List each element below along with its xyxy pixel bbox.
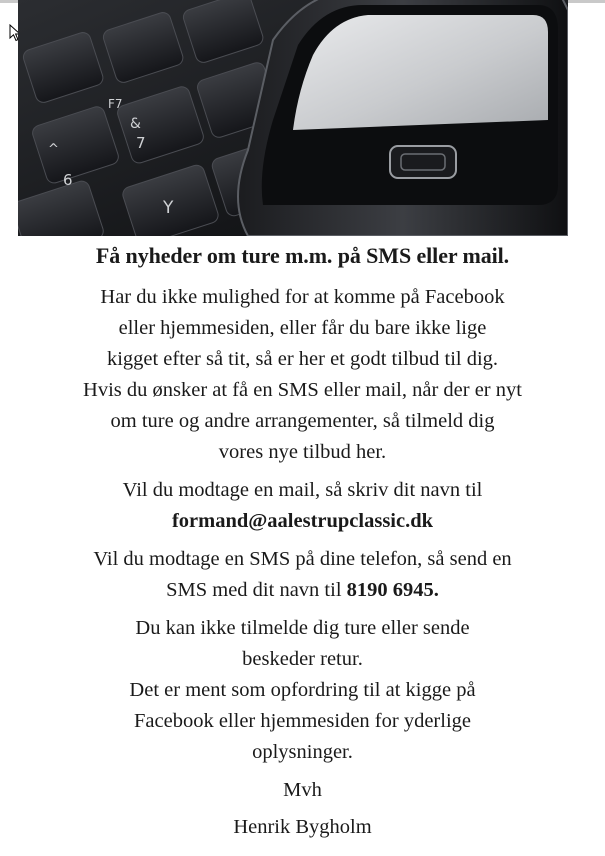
closing: Mvh: [283, 779, 322, 801]
svg-text:^: ^: [48, 142, 59, 157]
mail-address: formand@aalestrupclassic.dk: [171, 510, 434, 532]
announcement: [0, 238, 605, 843]
intro-line: eller hjemmesiden, eller får du bare ikke lige: [118, 317, 487, 339]
intro-line: kigget efter så tit, så er her et godt tilbud til dig.: [106, 348, 499, 370]
intro-line: vores nye tilbud her.: [218, 441, 387, 463]
sms-line: Vil du modtage en SMS på dine telefon, så send en: [93, 548, 512, 570]
mail-line: Vil du modtage en mail, så skriv dit navn til: [122, 479, 483, 501]
svg-text:&: &: [130, 116, 141, 132]
sms-paragraph: [0, 544, 605, 606]
sms-number: 8190 6945.: [346, 579, 439, 601]
intro-line: om ture og andre arrangementer, så tilmeld dig: [110, 410, 495, 432]
intro-line: Hvis du ønsker at få en SMS eller mail, når der er nyt: [83, 379, 522, 401]
signature: Henrik Bygholm: [233, 816, 372, 838]
headline: Få nyheder om ture m.m. på SMS eller mail.: [95, 243, 510, 268]
svg-text:6: 6: [63, 171, 73, 189]
mail-paragraph: [0, 475, 605, 537]
note-line: Du kan ikke tilmelde dig ture eller sende: [135, 617, 470, 639]
svg-text:F7: F7: [108, 97, 123, 111]
note-line: beskeder retur.: [242, 648, 363, 670]
note-line: Facebook eller hjemmesiden for yderlige: [134, 710, 471, 732]
note-paragraph: [0, 613, 605, 768]
svg-text:Y: Y: [163, 198, 174, 218]
hero-photo: [18, 0, 568, 236]
intro-paragraph: [0, 282, 605, 468]
phone-on-keyboard-icon: [18, 0, 568, 236]
intro-line: Har du ikke mulighed for at komme på Facebook: [100, 286, 505, 308]
sms-line-prefix: SMS med dit navn til: [166, 579, 347, 601]
svg-text:7: 7: [136, 134, 146, 152]
note-line: oplysninger.: [252, 741, 353, 763]
note-line: Det er ment som opfordring til at kigge på: [129, 679, 476, 701]
